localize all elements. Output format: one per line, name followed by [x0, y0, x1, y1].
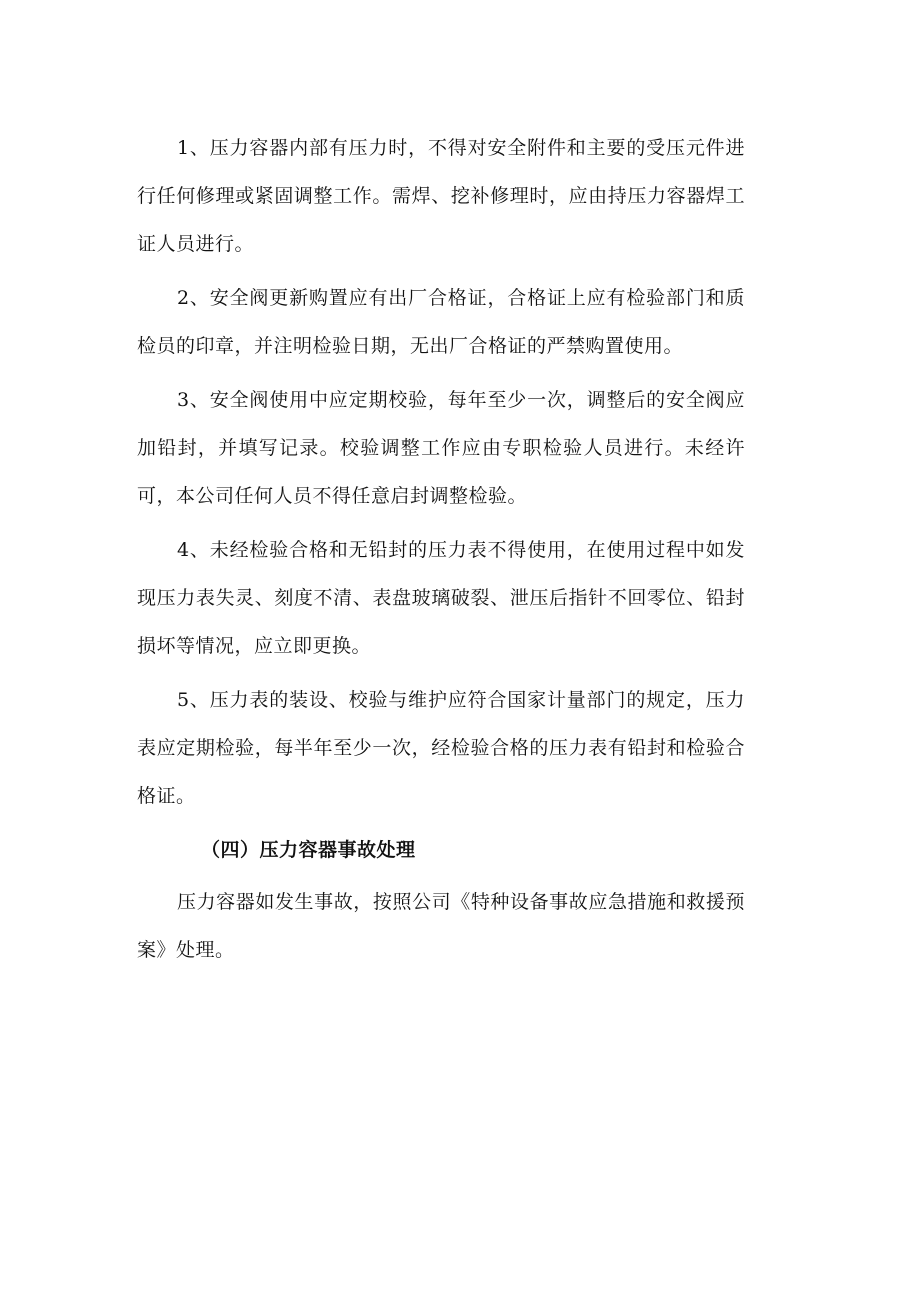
- section-body-paragraph: 压力容器如发生事故，按照公司《特种设备事故应急措施和救援预案》处理。: [137, 891, 745, 961]
- paragraph-item-5: 5、压力表的装设、校验与维护应符合国家计量部门的规定，压力表应定期检验，每半年至少一次，经检验合格的压力表有铅封和检验合格证。: [137, 689, 745, 807]
- section-heading: （四）压力容器事故处理: [201, 839, 416, 861]
- paragraph-item-1: 1、压力容器内部有压力时，不得对安全附件和主要的受压元件进行任何修理或紧固调整工作。需焊、挖补修理时，应由持压力容器焊工证人员进行。: [137, 137, 745, 255]
- document-body: [137, 124, 745, 980]
- paragraph-item-2: 2、安全阀更新购置应有出厂合格证，合格证上应有检验部门和质检员的印章，并注明检验日期，无出厂合格证的严禁购置使用。: [137, 287, 745, 357]
- paragraph-item-3: 3、安全阀使用中应定期校验，每年至少一次，调整后的安全阀应加铅封，并填写记录。校验调整工作应由专职检验人员进行。未经许可，本公司任何人员不得任意启封调整检验。: [137, 389, 745, 507]
- paragraph-item-4: 4、未经检验合格和无铅封的压力表不得使用，在使用过程中如发现压力表失灵、刻度不清、表盘玻璃破裂、泄压后指针不回零位、铅封损坏等情况，应立即更换。: [137, 539, 745, 657]
